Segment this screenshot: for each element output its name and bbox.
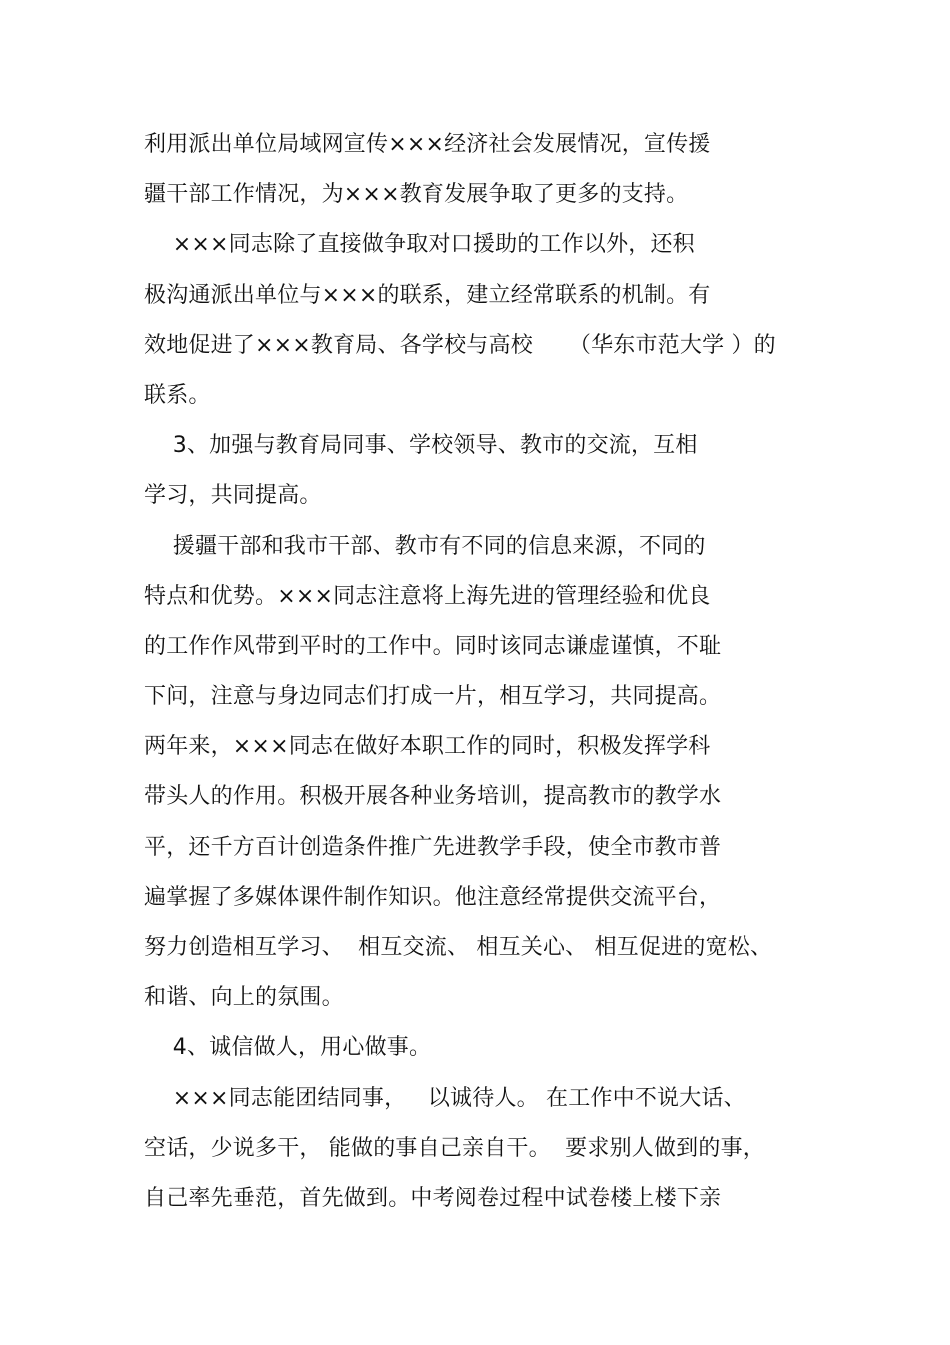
text-line-10: 特点和优势。×××同志注意将上海先进的管理经验和优良 <box>144 583 711 609</box>
text-line-20: ×××同志能团结同事， 以诚待人。 在工作中不说大话、 <box>144 1085 746 1111</box>
text-line-8: 学习，共同提高。 <box>144 483 322 509</box>
text-line-18: 和谐、向上的氛围。 <box>144 985 344 1011</box>
text-line-12: 下问，注意与身边同志们打成一片，相互学习，共同提高。 <box>144 684 722 710</box>
body-text <box>144 120 824 1224</box>
text-line-3: ×××同志除了直接做争取对口援助的工作以外，还积 <box>144 232 695 258</box>
text-line-7: 3、加强与教育局同事、学校领导、教市的交流，互相 <box>144 433 698 459</box>
text-line-1: 利用派出单位局域网宣传×××经济社会发展情况，宣传援 <box>144 132 711 157</box>
text-line-2: 疆干部工作情况，为×××教育发展争取了更多的支持。 <box>144 182 689 208</box>
text-line-16: 遍掌握了多媒体课件制作知识。他注意经常提供交流平台， <box>144 884 722 910</box>
text-line-5: 效地促进了×××教育局、各学校与高校 （华东市范大学 ）的 <box>144 332 776 358</box>
text-line-17: 努力创造相互学习、 相互交流、 相互关心、 相互促进的宽松、 <box>144 935 773 960</box>
text-line-21: 空话，少说多干， 能做的事自己亲自干。 要求别人做到的事， <box>144 1135 765 1161</box>
text-line-15: 平，还千方百计创造条件推广先进教学手段，使全市教市普 <box>144 834 722 860</box>
text-line-13: 两年来，×××同志在做好本职工作的同时，积极发挥学科 <box>144 734 711 760</box>
text-line-22: 自己率先垂范，首先做到。中考阅卷过程中试卷楼上楼下亲 <box>144 1185 722 1211</box>
text-line-11: 的工作作风带到平时的工作中。同时该同志谦虚谨慎，不耻 <box>144 633 722 659</box>
text-line-4: 极沟通派出单位与×××的联系，建立经常联系的机制。有 <box>144 282 711 308</box>
text-line-9: 援疆干部和我市干部、教市有不同的信息来源，不同的 <box>144 533 706 559</box>
text-line-19: 4、诚信做人，用心做事。 <box>144 1035 432 1061</box>
text-line-14: 带头人的作用。积极开展各种业务培训，提高教市的教学水 <box>144 784 722 810</box>
text-line-6: 联系。 <box>144 382 211 408</box>
